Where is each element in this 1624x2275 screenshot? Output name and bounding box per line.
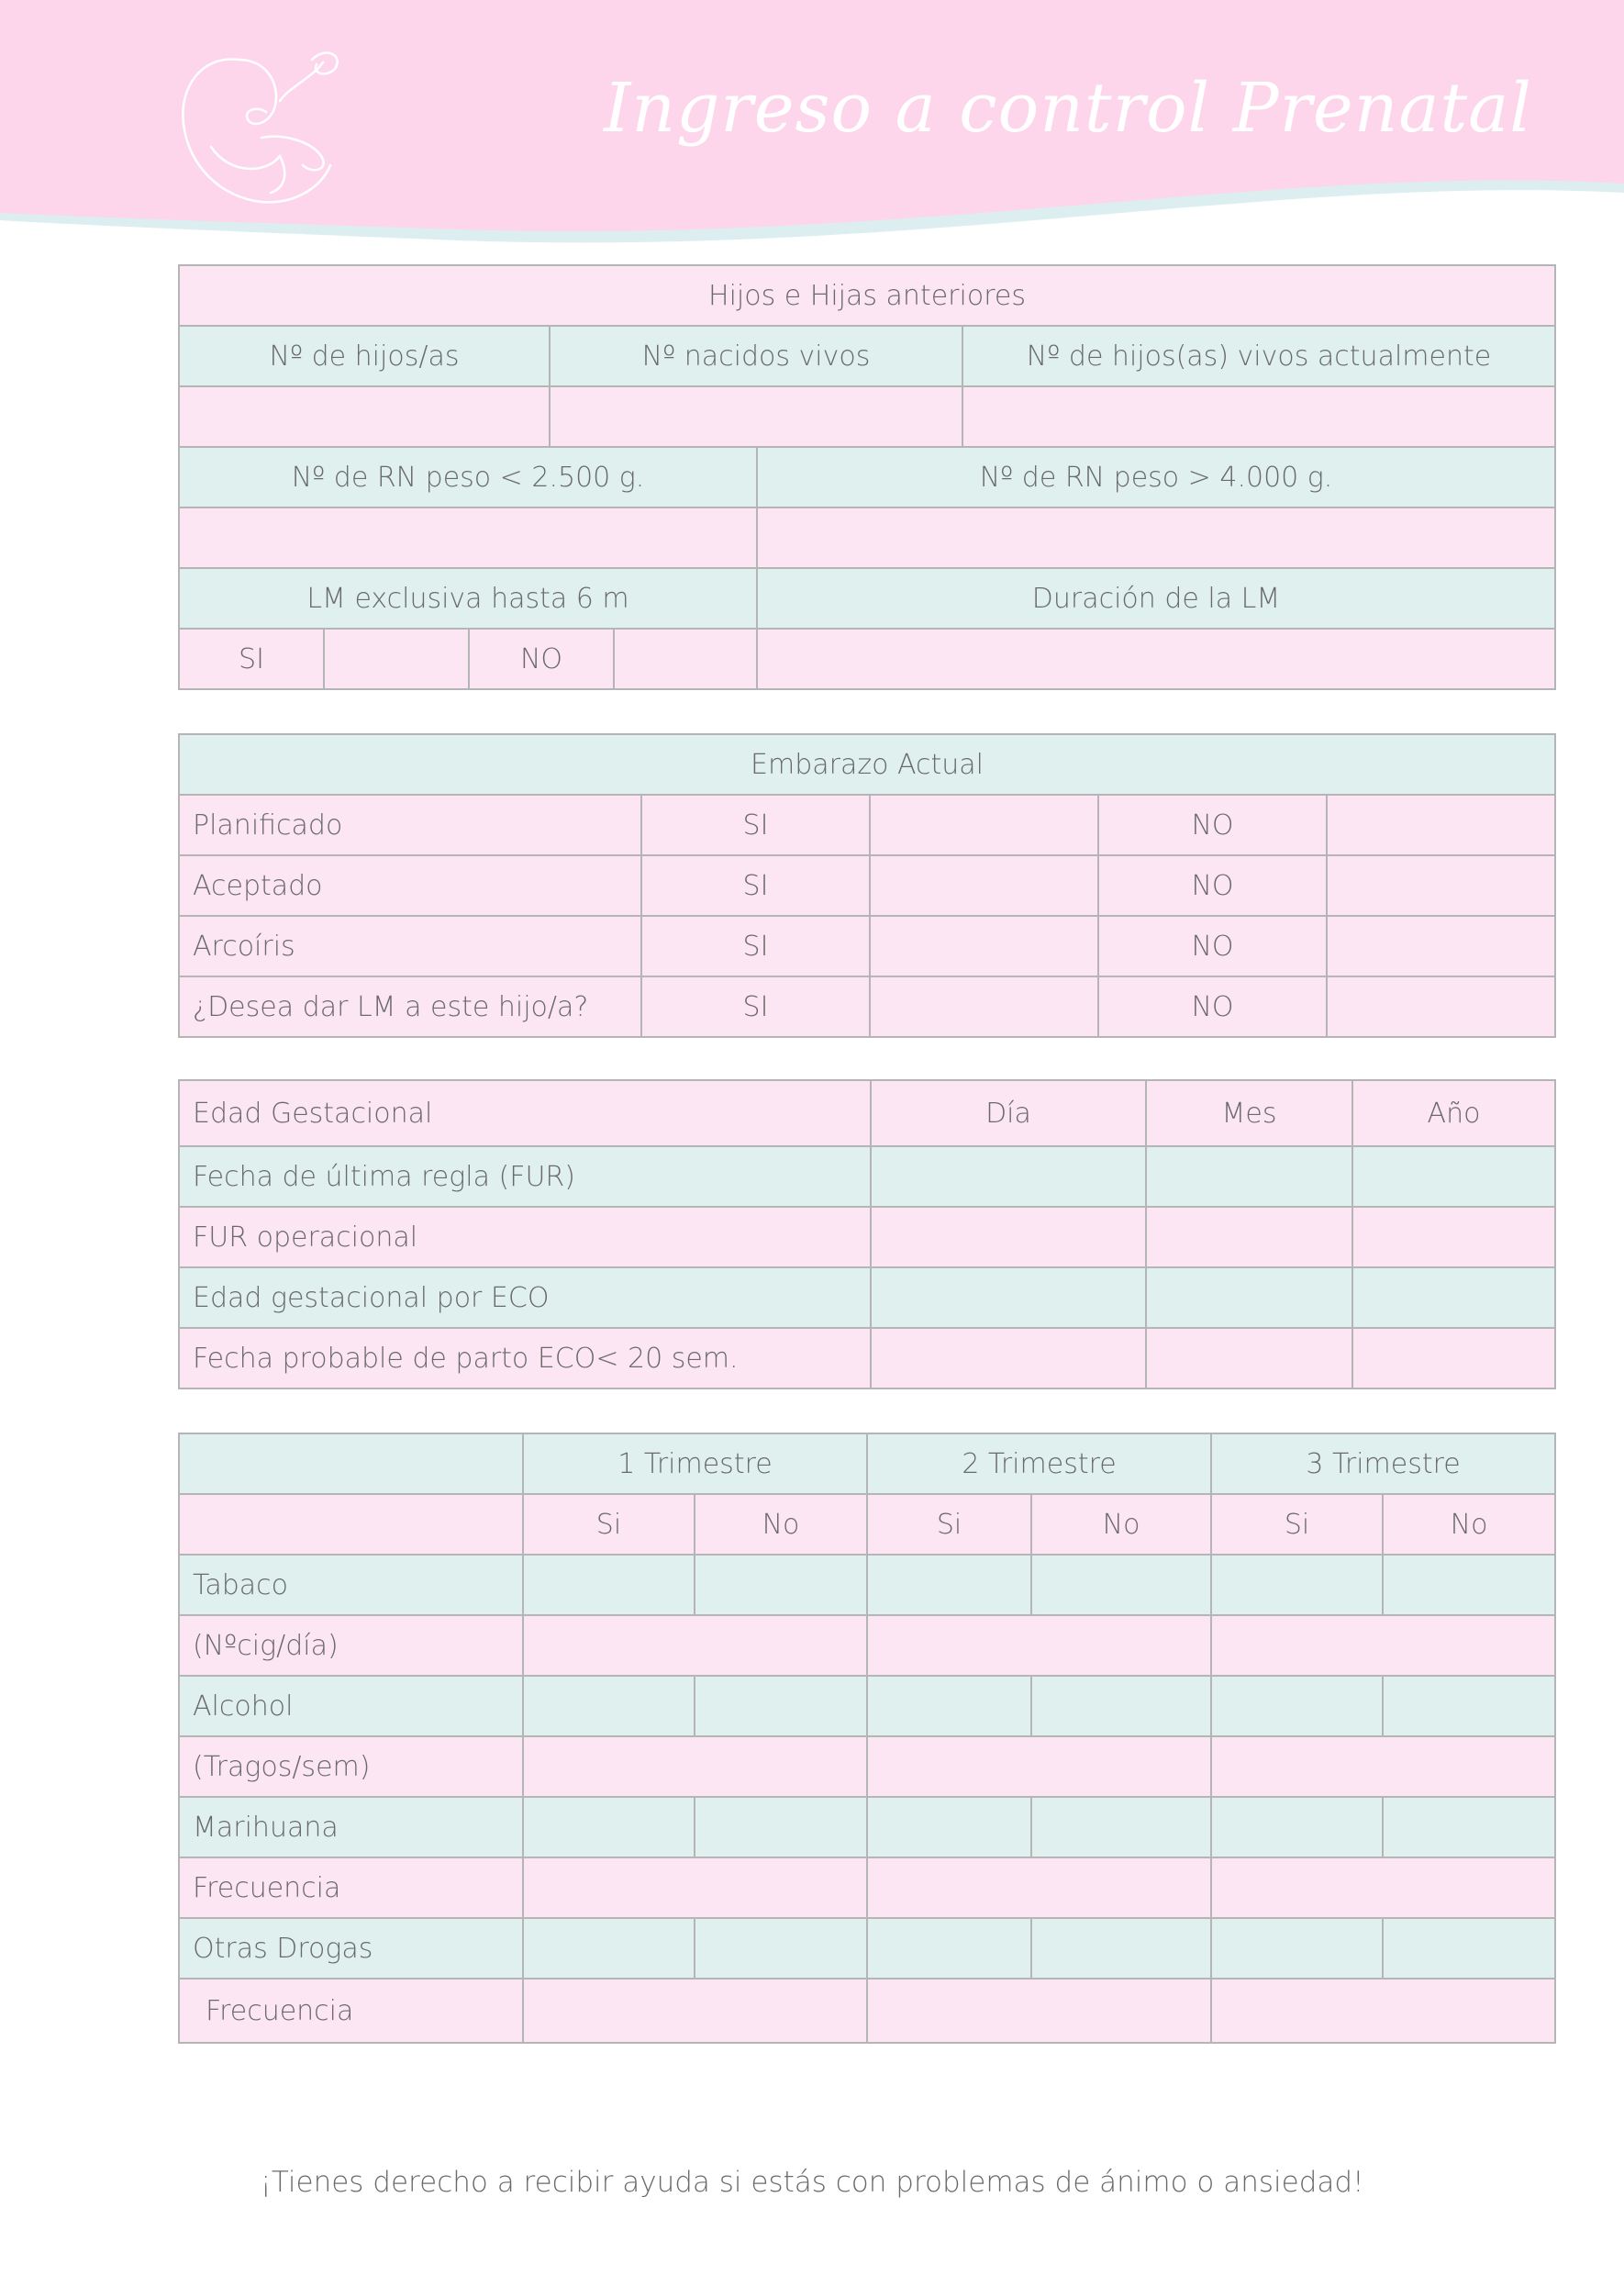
fur-op-dia-field[interactable] (871, 1207, 1146, 1267)
vivos-actualmente-field[interactable] (962, 386, 1555, 447)
alcohol-t1-cantidad-field[interactable] (523, 1736, 867, 1797)
tabaco-t2-no-field[interactable] (1031, 1555, 1211, 1615)
otras-drogas-t2-no-field[interactable] (1031, 1918, 1211, 1979)
lm-duracion-label: Duración de la LM (757, 568, 1555, 629)
eco-anio-field[interactable] (1352, 1267, 1555, 1328)
consumo-row-label: Alcohol (179, 1676, 523, 1736)
lm-duracion-field[interactable] (757, 629, 1555, 689)
otras-drogas-t1-si-field[interactable] (523, 1918, 695, 1979)
no-label: No (1383, 1494, 1555, 1555)
embarazo-title: Embarazo Actual (179, 734, 1555, 795)
hijos-anteriores-table (178, 264, 1556, 690)
marihuana-t2-frecuencia-field[interactable] (867, 1857, 1211, 1918)
eco-mes-field[interactable] (1146, 1267, 1352, 1328)
lm-exclusiva-label: LM exclusiva hasta 6 m (179, 568, 757, 629)
rn-bajo-peso-field[interactable] (179, 507, 757, 568)
no-label: NO (1098, 976, 1327, 1037)
corner-cell (179, 1433, 523, 1494)
si-label: Si (523, 1494, 695, 1555)
marihuana-t1-si-field[interactable] (523, 1797, 695, 1857)
embarazo-row-label: Planificado (179, 795, 641, 855)
marihuana-t2-si-field[interactable] (867, 1797, 1031, 1857)
fpp-dia-field[interactable] (871, 1328, 1146, 1388)
col-vivos-actualmente: Nº de hijos(as) vivos actualmente (962, 326, 1555, 386)
consumo-sub-label: (Nºcig/día) (179, 1615, 523, 1676)
consumo-trimestre-table (178, 1433, 1556, 2044)
tabaco-t3-no-field[interactable] (1383, 1555, 1555, 1615)
no-label: No (695, 1494, 867, 1555)
alcohol-t3-si-field[interactable] (1211, 1676, 1383, 1736)
lm-no-label: NO (469, 629, 614, 689)
tabaco-t1-si-field[interactable] (523, 1555, 695, 1615)
consumo-sub-label: (Tragos/sem) (179, 1736, 523, 1797)
aceptado-no-field[interactable] (1327, 855, 1555, 916)
desea-lm-no-field[interactable] (1327, 976, 1555, 1037)
hijos-title: Hijos e Hijas anteriores (179, 265, 1555, 326)
arcoiris-no-field[interactable] (1327, 916, 1555, 976)
alcohol-t2-no-field[interactable] (1031, 1676, 1211, 1736)
marihuana-t2-no-field[interactable] (1031, 1797, 1211, 1857)
otras-drogas-t3-no-field[interactable] (1383, 1918, 1555, 1979)
marihuana-t1-no-field[interactable] (695, 1797, 867, 1857)
tabaco-t1-cantidad-field[interactable] (523, 1615, 867, 1676)
lm-no-field[interactable] (614, 629, 757, 689)
edad-title: Edad Gestacional (179, 1080, 871, 1146)
fur-op-mes-field[interactable] (1146, 1207, 1352, 1267)
si-label: SI (641, 976, 870, 1037)
aceptado-si-field[interactable] (870, 855, 1098, 916)
edad-row-label: Edad gestacional por ECO (179, 1267, 871, 1328)
fur-op-anio-field[interactable] (1352, 1207, 1555, 1267)
marihuana-t3-no-field[interactable] (1383, 1797, 1555, 1857)
consumo-row-label: Tabaco (179, 1555, 523, 1615)
otras-drogas-t1-frecuencia-field[interactable] (523, 1979, 867, 2043)
planificado-si-field[interactable] (870, 795, 1098, 855)
alcohol-t2-cantidad-field[interactable] (867, 1736, 1211, 1797)
fur-dia-field[interactable] (871, 1146, 1146, 1207)
alcohol-t1-no-field[interactable] (695, 1676, 867, 1736)
otras-drogas-t2-si-field[interactable] (867, 1918, 1031, 1979)
consumo-sub-label: Frecuencia (179, 1857, 523, 1918)
si-label: SI (641, 855, 870, 916)
embarazo-row-label: Arcoíris (179, 916, 641, 976)
otras-drogas-t3-si-field[interactable] (1211, 1918, 1383, 1979)
tabaco-t3-si-field[interactable] (1211, 1555, 1383, 1615)
tabaco-t3-cantidad-field[interactable] (1211, 1615, 1555, 1676)
lm-si-field[interactable] (324, 629, 469, 689)
col-mes: Mes (1146, 1080, 1352, 1146)
page-header (0, 0, 1624, 257)
no-label: No (1031, 1494, 1211, 1555)
nacidos-vivos-field[interactable] (550, 386, 962, 447)
otras-drogas-t3-frecuencia-field[interactable] (1211, 1979, 1555, 2043)
col-dia: Día (871, 1080, 1146, 1146)
col-num-hijos: Nº de hijos/as (179, 326, 550, 386)
si-label: SI (641, 795, 870, 855)
alcohol-t1-si-field[interactable] (523, 1676, 695, 1736)
lm-si-label: SI (179, 629, 324, 689)
marihuana-t3-si-field[interactable] (1211, 1797, 1383, 1857)
edad-row-label: FUR operacional (179, 1207, 871, 1267)
edad-gestacional-table (178, 1079, 1556, 1389)
tabaco-t2-cantidad-field[interactable] (867, 1615, 1211, 1676)
trimestre-1-header: 1 Trimestre (523, 1433, 867, 1494)
no-label: NO (1098, 855, 1327, 916)
si-label: Si (867, 1494, 1031, 1555)
embarazo-row-label: ¿Desea dar LM a este hijo/a? (179, 976, 641, 1037)
rn-alto-peso-label: Nº de RN peso > 4.000 g. (757, 447, 1555, 507)
fur-anio-field[interactable] (1352, 1146, 1555, 1207)
si-label: Si (1211, 1494, 1383, 1555)
edad-row-label: Fecha de última regla (FUR) (179, 1146, 871, 1207)
arcoiris-si-field[interactable] (870, 916, 1098, 976)
footer-note: ¡Tienes derecho a recibir ayuda si estás con problemas de ánimo o ansiedad! (260, 2166, 1364, 2199)
eco-dia-field[interactable] (871, 1267, 1146, 1328)
marihuana-t1-frecuencia-field[interactable] (523, 1857, 867, 1918)
alcohol-t3-cantidad-field[interactable] (1211, 1736, 1555, 1797)
tabaco-t1-no-field[interactable] (695, 1555, 867, 1615)
consumo-row-label: Marihuana (179, 1797, 523, 1857)
otras-drogas-t2-frecuencia-field[interactable] (867, 1979, 1211, 2043)
fpp-mes-field[interactable] (1146, 1328, 1352, 1388)
col-anio: Año (1352, 1080, 1555, 1146)
trimestre-2-header: 2 Trimestre (867, 1433, 1211, 1494)
num-hijos-field[interactable] (179, 386, 550, 447)
alcohol-t2-si-field[interactable] (867, 1676, 1031, 1736)
rn-bajo-peso-label: Nº de RN peso < 2.500 g. (179, 447, 757, 507)
fur-mes-field[interactable] (1146, 1146, 1352, 1207)
marihuana-t3-frecuencia-field[interactable] (1211, 1857, 1555, 1918)
no-label: NO (1098, 795, 1327, 855)
fpp-anio-field[interactable] (1352, 1328, 1555, 1388)
no-label: NO (1098, 916, 1327, 976)
col-nacidos-vivos: Nº nacidos vivos (550, 326, 962, 386)
consumo-sub-label: Frecuencia (179, 1979, 523, 2043)
si-label: SI (641, 916, 870, 976)
consumo-row-label: Otras Drogas (179, 1918, 523, 1979)
tabaco-t2-si-field[interactable] (867, 1555, 1031, 1615)
page-title: Ingreso a control Prenatal (604, 69, 1532, 148)
fetus-icon (174, 37, 358, 220)
rn-alto-peso-field[interactable] (757, 507, 1555, 568)
trimestre-3-header: 3 Trimestre (1211, 1433, 1555, 1494)
edad-row-label: Fecha probable de parto ECO< 20 sem. (179, 1328, 871, 1388)
embarazo-row-label: Aceptado (179, 855, 641, 916)
corner-cell (179, 1494, 523, 1555)
alcohol-t3-no-field[interactable] (1383, 1676, 1555, 1736)
otras-drogas-t1-no-field[interactable] (695, 1918, 867, 1979)
desea-lm-si-field[interactable] (870, 976, 1098, 1037)
planificado-no-field[interactable] (1327, 795, 1555, 855)
embarazo-actual-table (178, 733, 1556, 1038)
